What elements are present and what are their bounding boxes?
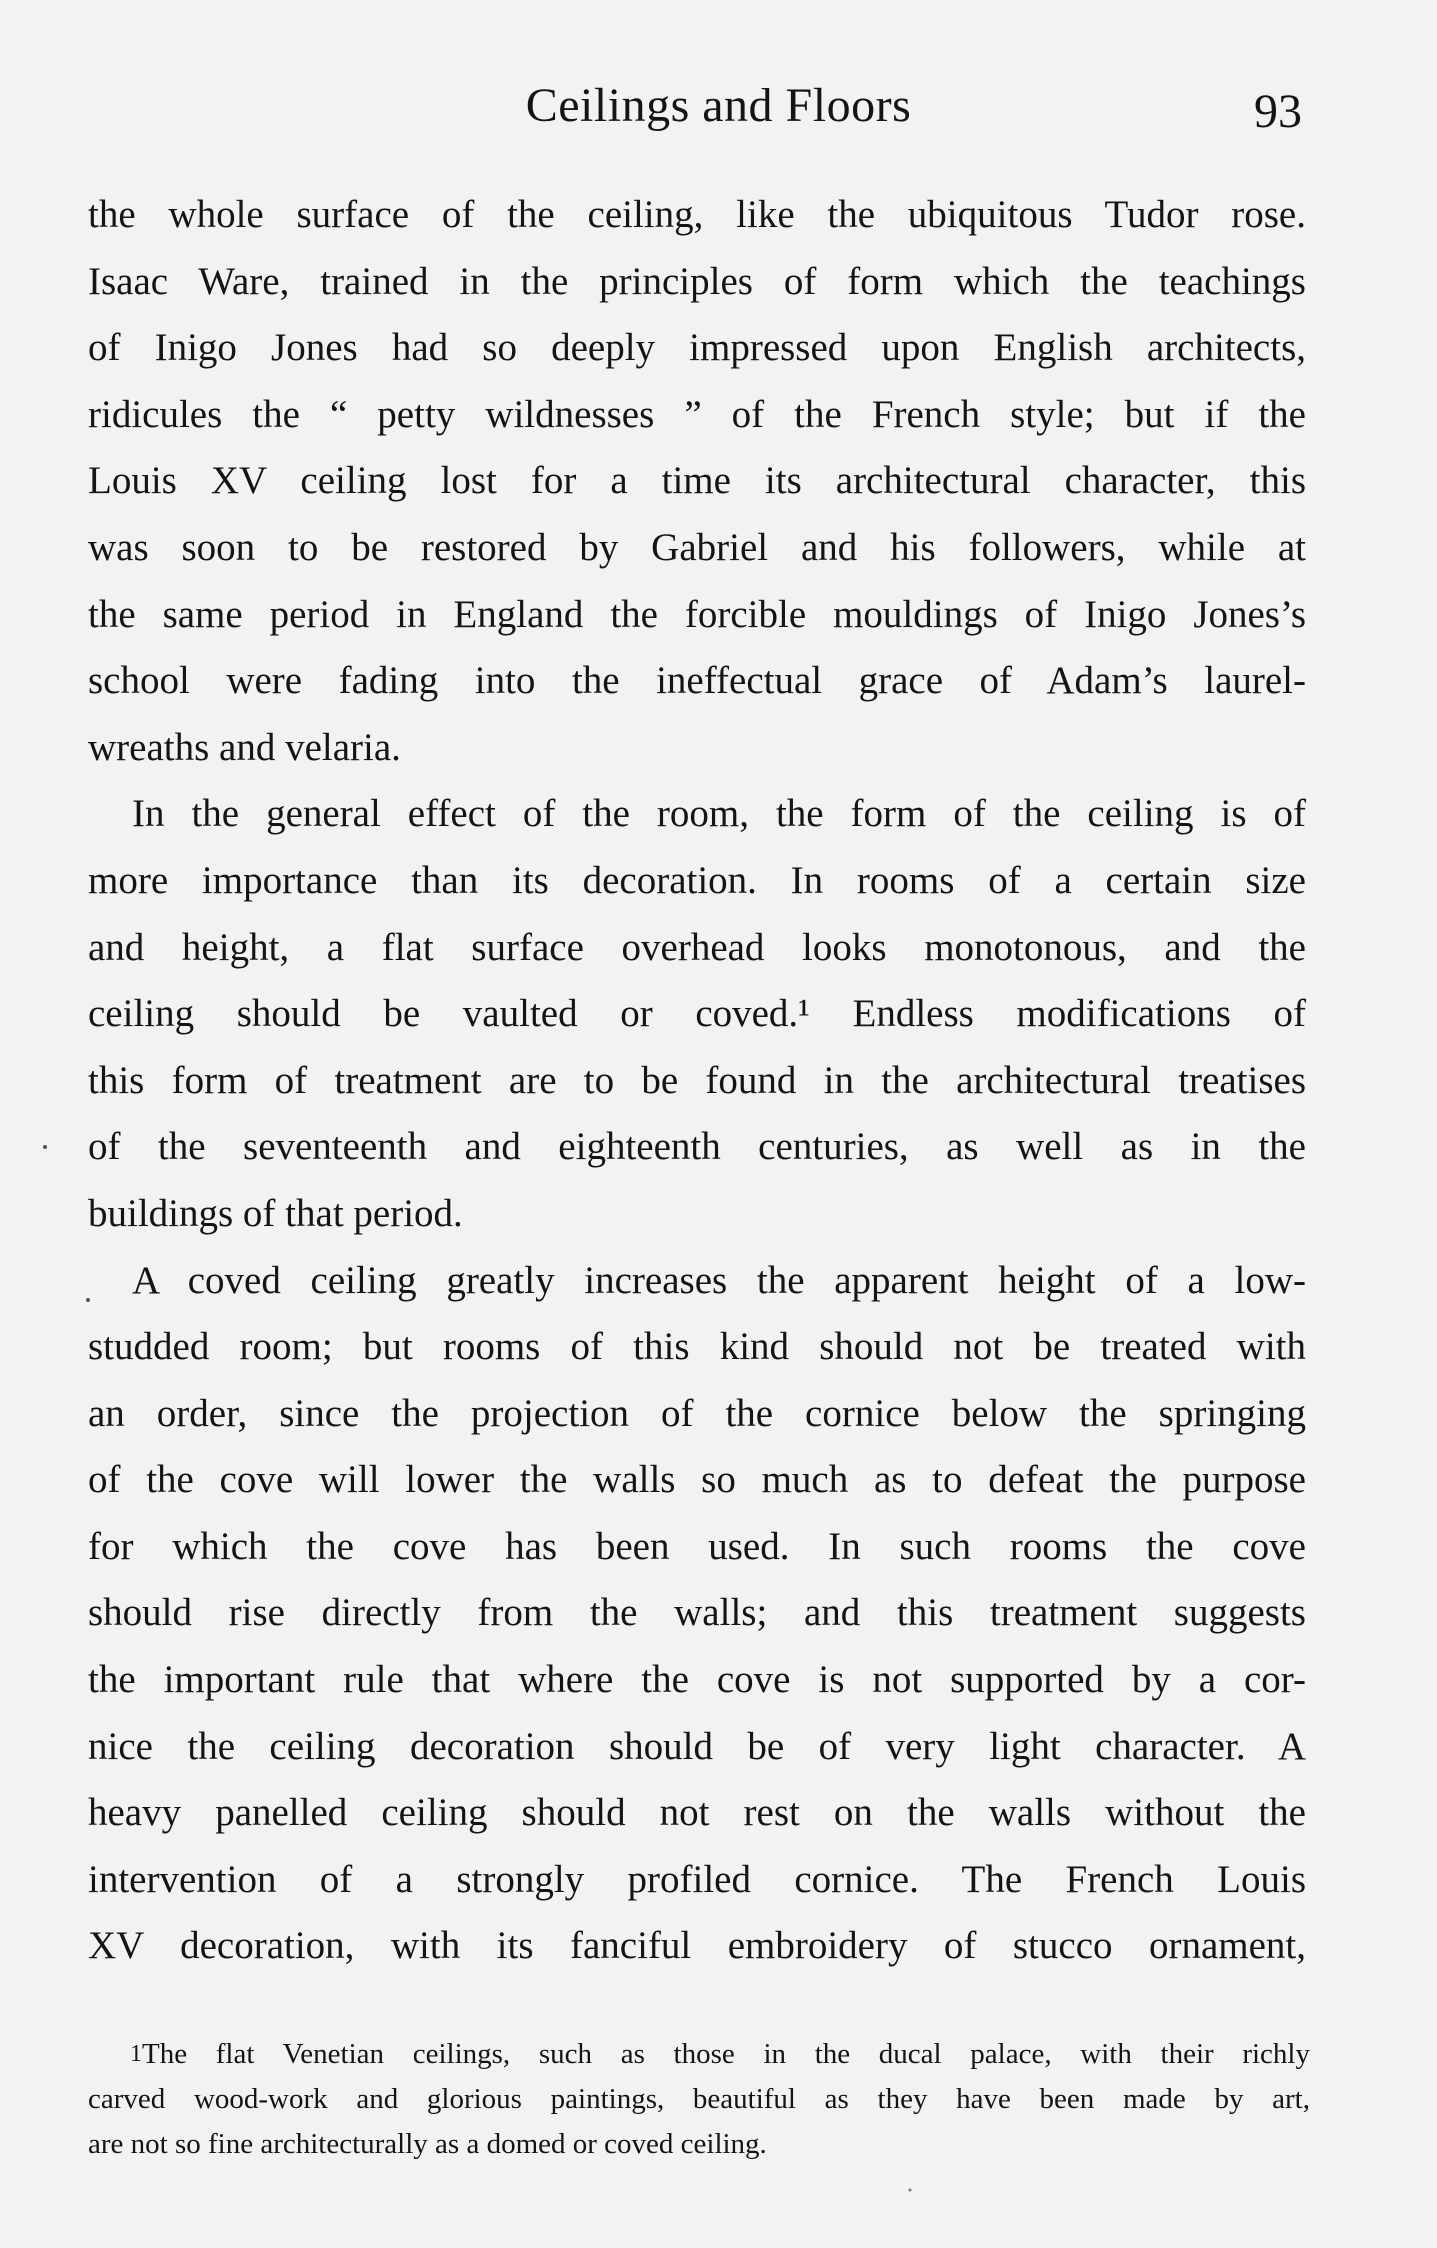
footnote-first-line [88, 2032, 1310, 2077]
text-line: for which the cove has been used. In such rooms the cove [88, 1524, 1306, 1568]
footnote-line: are not so fine architecturally as a domed or coved ceiling. [88, 2128, 767, 2160]
text-line: more importance than its decoration. In rooms of a certain size [88, 858, 1306, 902]
body-text [88, 182, 1306, 1980]
footnote-line: carved wood-work and glorious paintings, beautiful as they have been made by art, [88, 2083, 1310, 2115]
paragraph-first-line: A coved ceiling greatly increases the apparent height of a low- [132, 1258, 1306, 1302]
text-line: and height, a flat surface overhead looks monotonous, and the [88, 925, 1306, 969]
text-line: was soon to be restored by Gabriel and his followers, while at [88, 525, 1306, 569]
footnote-text: The flat Venetian ceilings, such as those in the ducal palace, with their richly [142, 2038, 1310, 2070]
text-line: this form of treatment are to be found in the architectural treatises [88, 1058, 1306, 1102]
text-line: Louis XV ceiling lost for a time its architectural character, this [88, 459, 1306, 503]
text-line: intervention of a strongly profiled cornice. The French Louis [88, 1857, 1306, 1901]
text-line: XV decoration, with its fanciful embroidery of stucco ornament, [88, 1924, 1306, 1968]
text-line: should rise directly from the walls; and this treatment suggests [88, 1591, 1306, 1635]
text-line: of Inigo Jones had so deeply impressed upon English architects, [88, 326, 1306, 370]
text-line: of the seventeenth and eighteenth centuries, as well as in the [88, 1125, 1306, 1169]
paragraph-last-line: buildings of that period. [88, 1191, 463, 1235]
text-line: Isaac Ware, trained in the principles of form which the teachings [88, 259, 1306, 303]
footnote [88, 2032, 1310, 2167]
text-line: heavy panelled ceiling should not rest on the walls without the [88, 1791, 1306, 1835]
text-line: ridicules the “ petty wildnesses ” of the French style; but if the [88, 392, 1306, 436]
text-line: the same period in England the forcible mouldings of Inigo Jones’s [88, 592, 1306, 636]
footnote-marker: 1 [130, 2041, 142, 2067]
text-line: the whole surface of the ceiling, like the ubiquitous Tudor rose. [88, 193, 1306, 236]
text-line: the important rule that where the cove is not supported by a cor- [88, 1658, 1306, 1702]
running-head [0, 70, 1437, 150]
running-head-title: Ceilings and Floors [525, 79, 912, 132]
paragraph-last-line: wreaths and velaria. [88, 725, 401, 769]
text-line: ceiling should be vaulted or coved.¹ Endless modifications of [88, 992, 1306, 1036]
text-line: school were fading into the ineffectual grace of Adam’s laurel- [88, 659, 1306, 703]
page-number: 93 [1254, 85, 1302, 138]
text-line: of the cove will lower the walls so much as to defeat the purpose [88, 1458, 1306, 1502]
text-line: studded room; but rooms of this kind should not be treated with [88, 1325, 1306, 1369]
paragraph-first-line: In the general effect of the room, the form of the ceiling is of [132, 792, 1306, 836]
text-line: nice the ceiling decoration should be of very light character. A [88, 1724, 1306, 1768]
text-line: an order, since the projection of the cornice below the springing [88, 1391, 1306, 1435]
